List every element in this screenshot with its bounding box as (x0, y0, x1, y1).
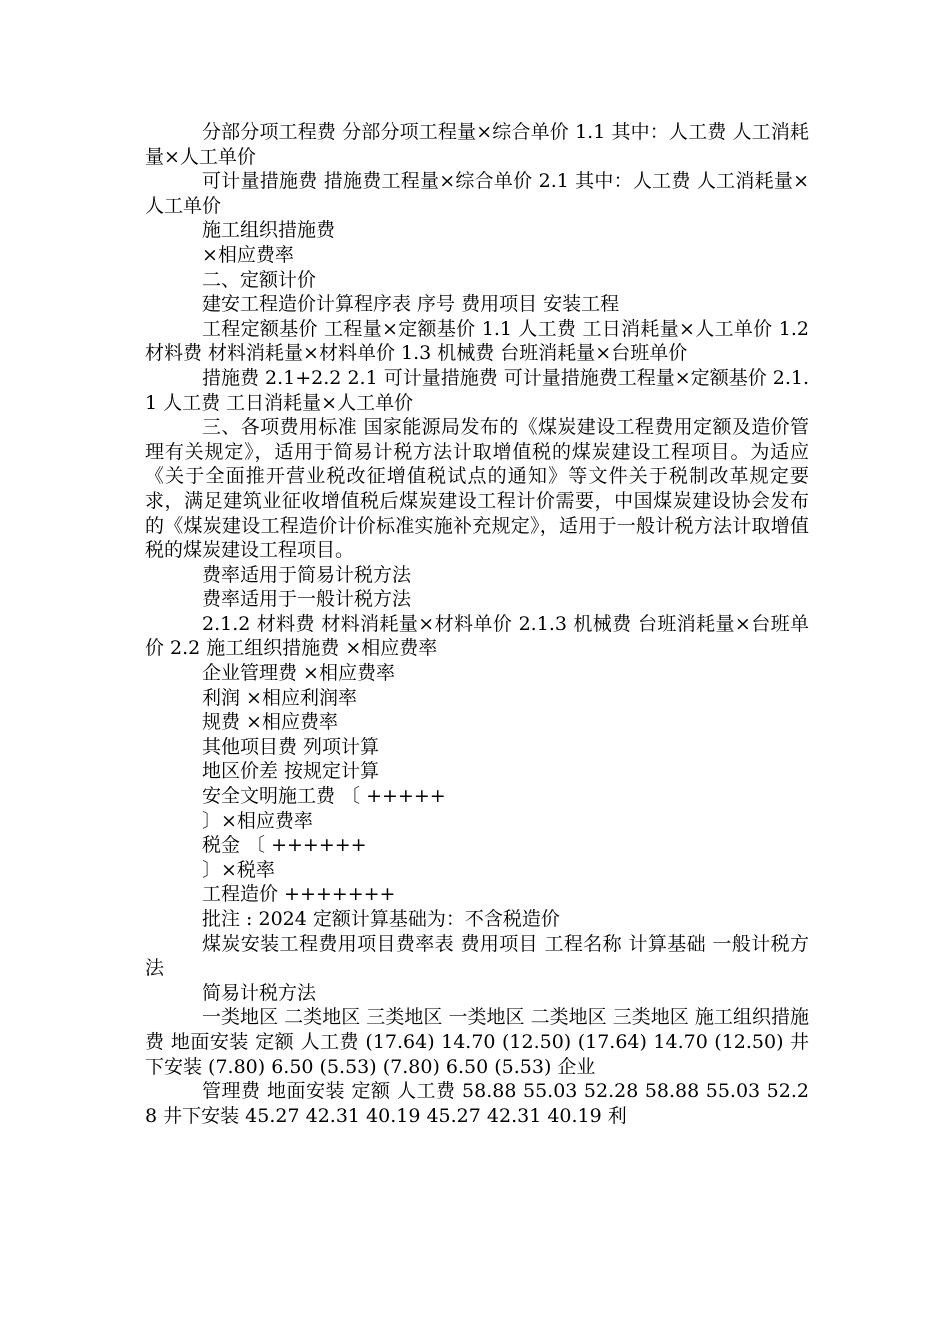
annotation-note: 批注 : 2024 定额计算基础为：不含税造价 (202, 908, 560, 930)
paragraph: 措施费 2.1+2.2 2.1 可计量措施费 可计量措施费工程量×定额基价 2.1.1 人工费 工日消耗量×人工单价 (145, 366, 809, 414)
paragraph: 管理费 地面安装 定额 人工费 58.88 55.03 52.28 58.88 55.03 52.28 井下安装 45.27 42.31 40.19 45.27 42.31 40.19 利 (145, 1080, 809, 1127)
paragraph: 企业管理费 ×相应费率 (202, 662, 395, 685)
paragraph: 税金 〔 ++++++ (202, 834, 367, 857)
paragraph: 安全文明施工费 〔 +++++ (202, 785, 446, 808)
paragraph: 〕×税率 (202, 858, 275, 881)
document-body (145, 120, 809, 1128)
paragraph: 利润 ×相应利润率 (202, 686, 357, 709)
paragraph: 其他项目费 列项计算 (202, 735, 380, 758)
paragraph: 三、各项费用标准 国家能源局发布的《煤炭建设工程费用定额及造价管理有关规定》，适用于简易计税方法计取增值税的煤炭建设工程项目。为适应《关于全面推开营业税改征增值税试点的通知》等文件关于税制改革规定要求，满足建筑业征收增值税后煤炭建设工程计价需要，中国煤炭建设协会发布的《煤炭建设工程造价计价标准实施补充规定》，适用于一般计税方法计取增值税的煤炭建设工程项目。 (145, 416, 809, 562)
paragraph: 规费 ×相应费率 (202, 711, 338, 734)
paragraph: 建安工程造价计算程序表 序号 费用项目 安装工程 (202, 293, 620, 316)
paragraph: 工程定额基价 工程量×定额基价 1.1 人工费 工日消耗量×人工单价 1.2 材料费 材料消耗量×材料单价 1.3 机械费 台班消耗量×台班单价 (145, 317, 809, 365)
paragraph: 煤炭安装工程费用项目费率表 费用项目 工程名称 计算基础 一般计税方法 (145, 932, 809, 980)
paragraph: 费率适用于一般计税方法 (202, 588, 412, 611)
paragraph: 〕×相应费率 (202, 809, 313, 832)
paragraph: 费率适用于简易计税方法 (202, 563, 412, 586)
paragraph: 可计量措施费 措施费工程量×综合单价 2.1 其中：人工费 人工消耗量×人工单价 (145, 170, 809, 217)
section-heading: 二、定额计价 (202, 268, 317, 291)
paragraph: 地区价差 按规定计算 (202, 760, 380, 783)
paragraph: 一类地区 二类地区 三类地区 一类地区 二类地区 三类地区 施工组织措施费 地面安装 定额 人工费 (17.64) 14.70 (12.50) (17.64) 14.70 (12.50) 井下安装 (7.80) 6.50 (5.53) (7.80) 6.50 (5.53) 企业 (145, 1006, 809, 1078)
paragraph: 2.1.2 材料费 材料消耗量×材料单价 2.1.3 机械费 台班消耗量×台班单价 2.2 施工组织措施费 ×相应费率 (145, 612, 809, 660)
paragraph: 简易计税方法 (202, 981, 317, 1004)
paragraph: 施工组织措施费 (202, 219, 336, 242)
paragraph: ×相应费率 (202, 243, 294, 266)
paragraph: 分部分项工程费 分部分项工程量×综合单价 1.1 其中：人工费 人工消耗量×人工单价 (145, 121, 809, 168)
paragraph: 工程造价 +++++++ (202, 883, 396, 906)
